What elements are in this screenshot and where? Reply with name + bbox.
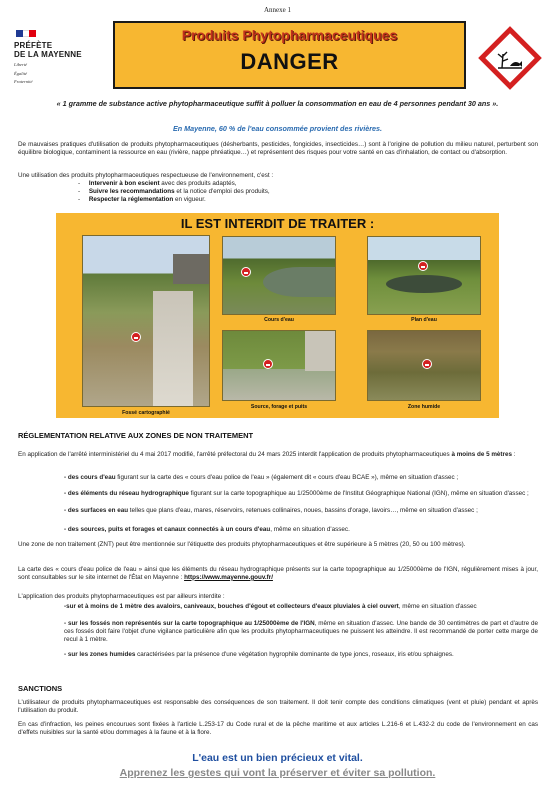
reglementation-intro: En application de l'arrêté interministériel du 4 mai 2017 modifié, l'arrêté préfectoral du 24 mars 2025 interdit l'application de produits phytopharmaceutiques à moins de 5 mètres : <box>18 451 516 458</box>
photo-fosse <box>82 235 210 407</box>
caption-zone-humide: Zone humide <box>407 404 441 410</box>
caption-cours-eau: Cours d'eau <box>264 317 294 323</box>
forbidden-title: IL EST INTERDIT DE TRAITER : <box>180 216 375 231</box>
application-item: - sur les zones humides caractérisées par la présence d'une végétation hygrophile dominante de type joncs, roseaux, iris et/ou sphaignes. <box>64 651 454 658</box>
motto-line3: Fraternité <box>14 79 33 84</box>
usage-intro: Une utilisation des produits phytopharmaceutiques respectueuse de l'environnement, c'est : <box>18 172 274 179</box>
annexe-label: Annexe 1 <box>263 6 292 14</box>
mayenne-website-link[interactable]: https://www.mayenne.gouv.fr/ <box>184 573 273 581</box>
caption-source: Source, forage et puits <box>250 404 308 410</box>
intro-paragraph: De mauvaises pratiques d'utilisation de produits phytopharmaceutiques (désherbants, pesticides, fongicides, insecticides…) sont à l'origine de pollution du milieu naturel, perturbent son équilibre biologique, contaminent la ressource en eau (rivière, nappe phréatique…) et représentent des risques pour votre santé en cas d'inhalation, de contact ou d'absorption. <box>18 141 538 156</box>
usage-bullet: - Suivre les recommandations et la notice d'emploi des produits, <box>78 188 270 195</box>
footer-slogan: L'eau est un bien précieux et vital. <box>192 752 363 764</box>
application-intro: L'application des produits phytopharmaceutiques est par ailleurs interdite : <box>18 593 225 600</box>
reglementation-item: - des cours d'eau figurant sur la carte des « cours d'eau police de l'eau » (également dit « cours d'eau BCAE »), même en situation d'assec ; <box>64 474 459 481</box>
reglementation-item: - des sources, puits et forages et canaux connectés à un cours d'eau, même en situation d'assec. <box>64 526 350 533</box>
intro-quote: « 1 gramme de substance active phytopharmaceutique suffit à polluer la consommation en eau de 4 personnes pendant 30 ans ». <box>56 99 499 108</box>
danger-header <box>113 21 466 89</box>
sanctions-paragraph-2: En cas d'infraction, les peines encourues sont fixées à l'article L.253-17 du Code rural et de la pêche maritime et aux articles L.216-6 et L.432-2 du code de l'environnement en cas d'effets nuisibles sur la santé et/ou dommages à la faune et à la flore. <box>18 721 538 736</box>
footer-advice: Apprenez les gestes qui vont la préserver et éviter sa pollution. <box>119 767 436 779</box>
application-item: -sur et à moins de 1 mètre des avaloirs, caniveaux, bouches d'égout et collecteurs d'eaux pluviales à ciel ouvert, même en situation d'assec <box>64 603 477 610</box>
sanctions-title: SANCTIONS <box>18 684 63 693</box>
photo-source <box>222 330 336 401</box>
caption-fosse: Fossé cartographié <box>122 410 170 416</box>
znt-paragraph: Une zone de non traitement (ZNT) peut être mentionnée sur l'étiquette des produits phytopharmaceutiques et être supérieure à 5 mètres (20, 50 ou 100 mètres). <box>18 541 466 548</box>
application-item: - sur les fossés non représentés sur la carte topographique au 1/25000ème de l'IGN, même en situation d'assec. Une bande de 30 centimètres de part et d'autre de ces fossés doit faire l'objet d'une vigilance particulière afin que les produits phytopharmaceutiques ne puissent les atteindre. Il est recommandé de porter cette marge de recul à 1 mètre. <box>64 620 538 643</box>
prefecture-logo <box>14 30 104 85</box>
photo-cours-eau <box>222 236 336 315</box>
photo-plan-eau <box>367 236 481 315</box>
sanctions-paragraph-1: L'utilisateur de produits phytopharmaceutiques est responsable des conséquences de son traitement. Il doit tenir compte des conditions climatiques (vent et pluie) pendant et après l'utilisation du produit. <box>18 699 538 714</box>
carte-paragraph: La carte des « cours d'eau police de l'eau » ainsi que les éléments du réseau hydrographique présents sur la carte topographique au 1/25000ème de l'IGN, régulièrement mises à jour, sont consultables sur le site internet de l'État en Mayenne : https://www.mayenne.gouv.fr/ <box>18 566 538 581</box>
forbidden-areas-panel <box>56 213 499 418</box>
motto-line2: Égalité <box>14 70 27 76</box>
motto-line1: Liberté <box>14 62 27 67</box>
caption-plan-eau: Plan d'eau <box>411 317 437 323</box>
environment-hazard-pictogram-icon <box>476 24 544 92</box>
prefecture-name-line2: DE LA MAYENNE <box>14 50 82 59</box>
usage-bullet: - Intervenir à bon escient avec des produits adaptés, <box>78 180 237 187</box>
prefecture-name-line1: PRÉFÈTE <box>14 41 53 50</box>
mayenne-stat: En Mayenne, 60 % de l'eau consommée provient des rivières. <box>172 124 383 133</box>
reglementation-title: RÉGLEMENTATION RELATIVE AUX ZONES DE NON TRAITEMENT <box>18 431 254 440</box>
danger-label: DANGER <box>240 49 339 74</box>
reglementation-item: - des éléments du réseau hydrographique figurant sur la carte topographique au 1/25000ème de l'Institut Géographique National (IGN), même en situation d'assec ; <box>64 490 529 497</box>
photo-zone-humide <box>367 330 481 401</box>
reglementation-item: - des surfaces en eau telles que plans d'eau, mares, réservoirs, retenues collinaires, noues, bassins d'orage, lavoirs…, même en situation d'assec ; <box>64 507 478 514</box>
header-title: Produits Phytopharmaceutiques <box>181 27 398 43</box>
republic-flag-icon <box>16 30 36 37</box>
usage-bullet: - Respecter la réglementation en vigueur. <box>78 196 206 203</box>
